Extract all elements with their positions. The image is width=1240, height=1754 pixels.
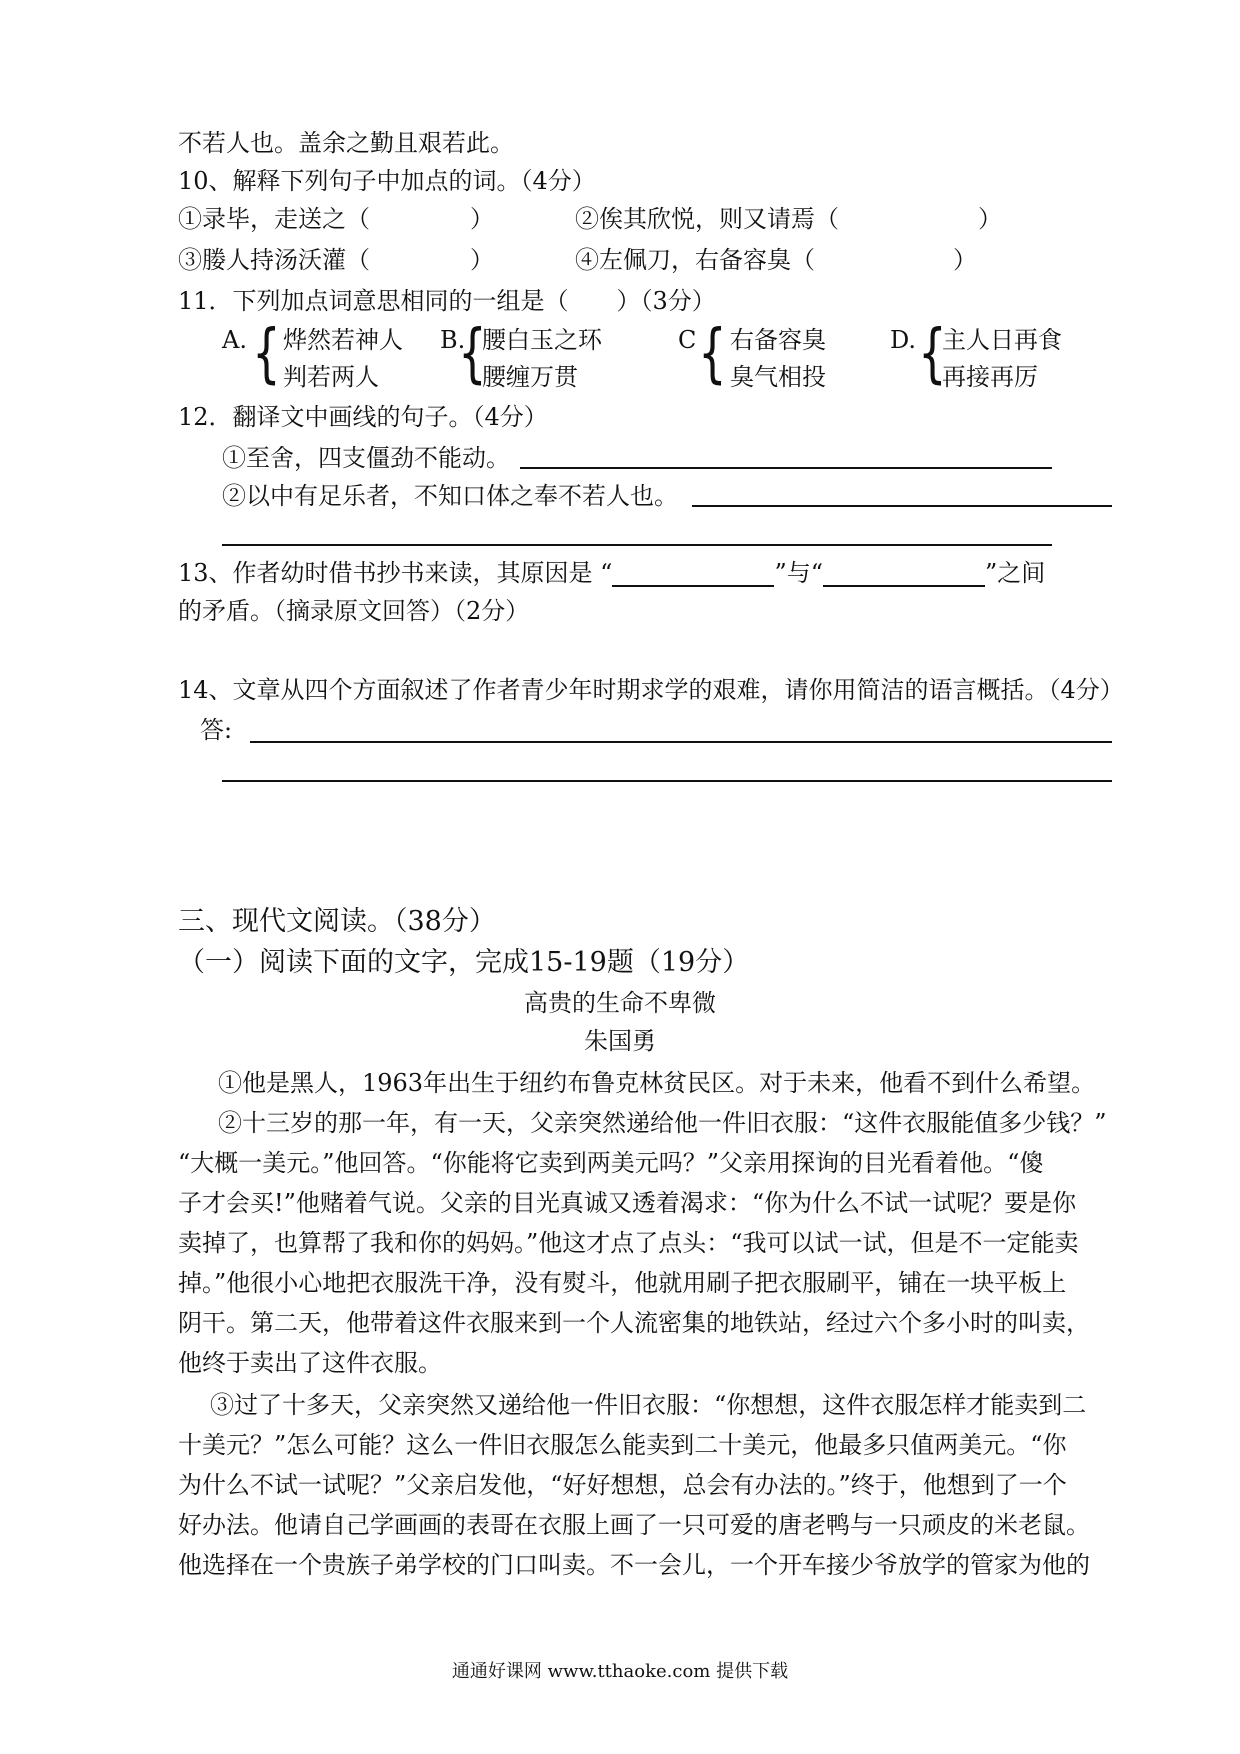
brace-icon: {	[252, 317, 281, 391]
answer-line[interactable]	[692, 505, 1112, 507]
paragraph-line: ①他是黑人，1963年出生于纽约布鲁克林贫民区。对于未来，他看不到什么希望。	[218, 1069, 1096, 1097]
q11-option-c-label: C	[678, 326, 697, 354]
blank-2[interactable]	[823, 557, 985, 587]
paragraph-line: 阴干。第二天，他带着这件衣服来到一个人流密集的地铁站，经过六个多小时的叫卖，	[178, 1309, 1090, 1337]
q10-item-3: ③媵人持汤沃灌（	[178, 246, 370, 274]
q12-sentence-1: ①至舍，四支僵劲不能动。	[222, 444, 510, 472]
q11-option-d-label: D.	[890, 326, 917, 354]
q10-item-4: ④左佩刀，右备容臭（	[575, 246, 815, 274]
q12-sentence-2: ②以中有足乐者，不知口体之奉不若人也。	[222, 482, 678, 510]
paragraph-line: 卖掉了，也算帮了我和你的妈妈。”他这才点了点头：“我可以试一试，但是不一定能卖	[178, 1229, 1079, 1257]
q10-close-1: ）	[470, 205, 494, 233]
section-subtitle: （一）阅读下面的文字，完成15-19题（19分）	[178, 947, 750, 978]
q11-option-b-2: 腰缠万贯	[482, 363, 578, 391]
q10-close-3: ）	[470, 246, 494, 274]
q13-line-1: 13、作者幼时借书抄书来读，其原因是 “ ”与“ ”之间	[178, 559, 1046, 587]
q10-title: 10、解释下列句子中加点的词。（4分）	[178, 167, 596, 195]
brace-icon: {	[918, 317, 947, 391]
answer-line[interactable]	[250, 741, 1112, 743]
brace-icon: {	[458, 317, 487, 391]
q10-close-2: ）	[978, 205, 1002, 233]
q11-option-b-1: 腰白玉之环	[482, 326, 602, 354]
section-title: 三、现代文阅读。（38分）	[178, 906, 496, 937]
q10-close-4: ）	[953, 246, 977, 274]
brace-icon: {	[698, 317, 727, 391]
paragraph-line: 他选择在一个贵族子弟学校的门口叫卖。不一会儿，一个开车接少爷放学的管家为他的	[178, 1551, 1090, 1579]
paragraph-line: 好办法。他请自己学画画的表哥在衣服上画了一只可爱的唐老鸭与一只顽皮的米老鼠。	[178, 1511, 1090, 1539]
paragraph-line: 为什么不试一试呢？”父亲启发他，“好好想想，总会有办法的。”终于，他想到了一个	[178, 1471, 1067, 1499]
blank-1[interactable]	[612, 557, 774, 587]
q11-option-a-1: 烨然若神人	[283, 326, 403, 354]
answer-label: 答:	[200, 716, 233, 744]
answer-line[interactable]	[222, 544, 1052, 546]
q10-item-2: ②俟其欣悦，则又请焉（	[575, 205, 839, 233]
q11-option-d-1: 主人日再食	[942, 326, 1062, 354]
q11-option-d-2: 再接再厉	[942, 363, 1038, 391]
q12-title: 12．翻译文中画线的句子。（4分）	[178, 403, 548, 431]
answer-line[interactable]	[520, 467, 1052, 469]
paragraph-line: ③过了十多天，父亲突然又递给他一件旧衣服：“你想想，这件衣服怎样才能卖到二	[210, 1391, 1087, 1419]
answer-line[interactable]	[222, 780, 1112, 782]
paragraph-line: 十美元？”怎么可能？这么一件旧衣服怎么能卖到二十美元，他最多只值两美元。“你	[178, 1431, 1067, 1459]
article-title: 高贵的生命不卑微	[524, 989, 716, 1017]
article-author: 朱国勇	[584, 1027, 656, 1055]
paragraph-line: “大概一美元。”他回答。“你能将它卖到两美元吗？”父亲用探询的目光看着他。“傻	[178, 1149, 1044, 1177]
q11-option-c-2: 臭气相投	[730, 363, 826, 391]
q11-option-a-label: A.	[222, 326, 247, 354]
q10-item-1: ①录毕，走送之（	[178, 205, 370, 233]
q11-option-a-2: 判若两人	[283, 363, 379, 391]
q11-title: 11．下列加点词意思相同的一组是（ ）（3分）	[178, 287, 716, 315]
q11-option-b-label: B.	[440, 326, 466, 354]
q11-option-c-1: 右备容臭	[730, 326, 826, 354]
paragraph-line: 他终于卖出了这件衣服。	[178, 1349, 442, 1377]
q13-line-2: 的矛盾。（摘录原文回答）（2分）	[178, 597, 530, 625]
paragraph-line: 子才会买!”他赌着气说。父亲的目光真诚又透着渴求：“你为什么不试一试呢？要是你	[178, 1189, 1077, 1217]
q14-title: 14、文章从四个方面叙述了作者青少年时期求学的艰难，请你用简洁的语言概括。（4分）	[178, 676, 1124, 704]
footer-credit: 通通好课网 www.tthaoke.com 提供下载	[451, 1661, 789, 1682]
paragraph-line: ②十三岁的那一年，有一天，父亲突然递给他一件旧衣服：“这件衣服能值多少钱？”	[218, 1109, 1107, 1137]
carryover-line: 不若人也。盖余之勤且艰若此。	[178, 129, 514, 157]
paragraph-line: 掉。”他很小心地把衣服洗干净，没有熨斗，他就用刷子把衣服刷平，铺在一块平板上	[178, 1269, 1067, 1297]
